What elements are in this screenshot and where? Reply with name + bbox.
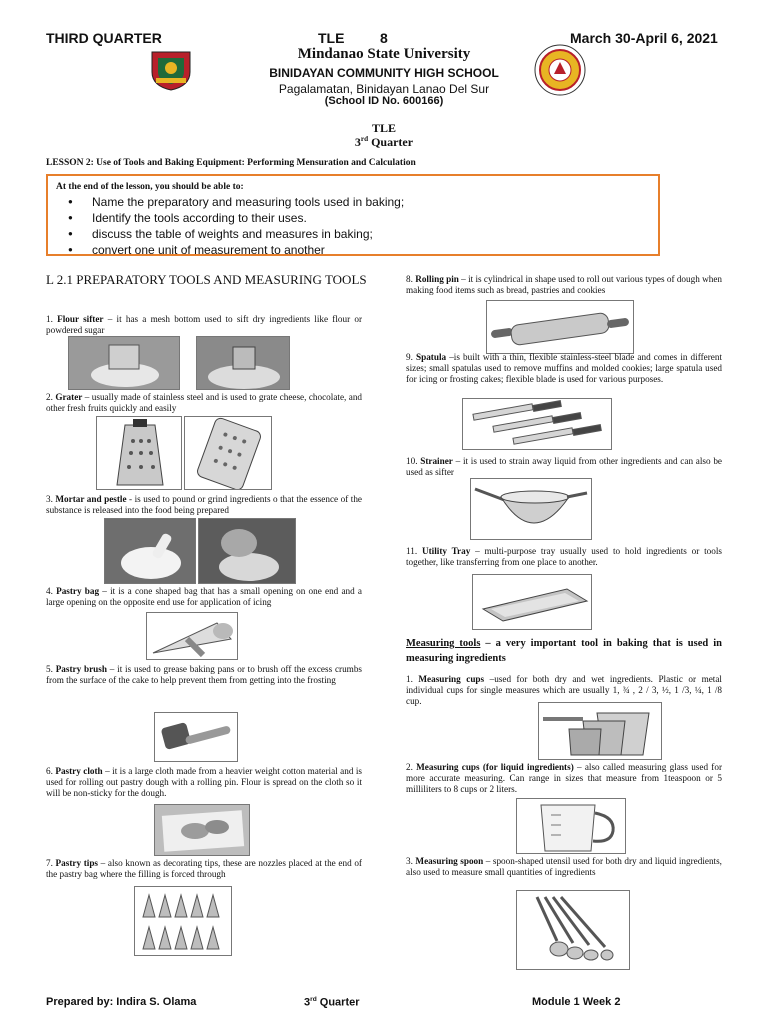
measuring-tools-title: Measuring tools – a very important tool in baking that is used in measuring ingredients — [406, 638, 722, 664]
pastry-bag-photo — [146, 612, 238, 660]
school-address: Pagalamatan, Binidayan Lanao Del Sur — [278, 82, 490, 96]
school-id: (School ID No. 600166) — [324, 95, 444, 107]
lesson-title: LESSON 2: Use of Tools and Baking Equipment: Performing Mensuration and Calculation — [46, 158, 416, 168]
tool-item-mortar-pestle: 3. Mortar and pestle - is used to pound or grind ingredients o that the essence of the substance is released into the food being prepared — [46, 494, 363, 515]
tool-item-utility-tray: 11. Utility Tray – multi-purpose tray usually used to hold ingredients or tools together, like transferring from one place to another. — [406, 546, 722, 567]
mortar-pestle-photo — [104, 518, 196, 584]
date-range: March 30-April 6, 2021 — [570, 30, 718, 46]
measuring-item-spoon: 3. Measuring spoon – spoon-shaped utensil used for both dry and liquid ingredients, also used to measure small quantities of ingredients — [406, 856, 722, 877]
objective-item: ● Identify the tools according to their uses. — [68, 210, 404, 226]
strainer-photo — [470, 478, 592, 540]
tool-item-rolling-pin: 8. Rolling pin – it is cylindrical in shape used to roll out various types of dough when making food items such as bread, pastries and cookies — [406, 274, 723, 295]
pastry-brush-photo — [154, 712, 238, 762]
footer-quarter: 3rd Quarter — [304, 996, 360, 1009]
objective-item: ● convert one unit of measurement to another — [68, 242, 404, 258]
subject-label: TLE — [318, 30, 345, 46]
tool-item-flour-sifter: 1. Flour sifter – it has a mesh bottom used to sift dry ingredients like flour or powdered sugar — [46, 314, 363, 335]
tool-item-pastry-bag: 4. Pastry bag – it is a cone shaped bag that has a small opening on one end and a large opening on the opposite end use for application of icing — [46, 586, 363, 607]
spatula-photo — [462, 398, 612, 450]
tool-item-pastry-tips: 7. Pastry tips – also known as decorating tips, these are nozzles placed at the end of the pastry bag where the filling is forced through — [46, 858, 362, 879]
pastry-cloth-photo — [154, 804, 250, 856]
mortar-pestle-photo-2 — [198, 518, 296, 584]
tool-item-spatula: 9. Spatula –is built with a thin, flexible stainless-steel blade and comes in different sizes; small spatulas used to remove muffins and molded cookies; large spatula used for icing or frosting cakes; flexible blade is used for various purposes. — [406, 352, 723, 384]
quarter-title: 3rd Quarter — [354, 135, 414, 149]
tool-item-pastry-brush: 5. Pastry brush – it is used to grease baking pans or to brush off the excess crumbs from the surface of the cake to help prevent them from getting into the frosting — [46, 664, 363, 685]
flour-sifter-photo-2 — [196, 336, 290, 390]
liquid-measuring-cup-photo — [516, 798, 626, 854]
footer-module: Module 1 Week 2 — [532, 996, 621, 1008]
grade-label: 8 — [380, 30, 388, 46]
quarter-label: THIRD QUARTER — [46, 30, 162, 46]
objective-item: ● Name the preparatory and measuring tools used in baking; — [68, 194, 404, 210]
objectives-list — [68, 194, 404, 258]
university-name: Mindanao State University — [297, 46, 471, 62]
measuring-cups-photo — [538, 702, 662, 760]
objectives-heading: At the end of the lesson, you should be able to: — [56, 182, 244, 192]
measuring-item-liquid-cups: 2. Measuring cups (for liquid ingredients) – also called measuring glass used for more accurate measuring. Can range in sizes that measure from 1teaspoon or 5 milliliters to 8 cups or 2 liters. — [406, 762, 723, 794]
flour-sifter-photo — [68, 336, 180, 390]
rolling-pin-photo — [486, 300, 634, 354]
objective-item: ● discuss the table of weights and measures in baking; — [68, 226, 404, 242]
tool-item-grater: 2. Grater – usually made of stainless steel and is used to grate cheese, chocolate, and other fresh fruits quickly and easily — [46, 392, 363, 413]
section-title: L 2.1 PREPARATORY TOOLS AND MEASURING TOOLS — [46, 272, 367, 287]
objectives-box — [46, 174, 660, 256]
school-name: BINIDAYAN COMMUNITY HIGH SCHOOL — [269, 66, 499, 80]
tool-item-pastry-cloth: 6. Pastry cloth – it is a large cloth made from a heavier weight cotton material and is used for rolling out pastry dough with a rolling pin. Flour is spread on the cloth so it will be non-sticky for the dough. — [46, 766, 363, 798]
measuring-item-cups: 1. Measuring cups –used for both dry and wet ingredients. Plastic or metal individual cups for single measures which are usually 1, ¾ , 2 / 3, ½, 1 /3, ¼, 1 /8 cup. — [406, 674, 722, 706]
measuring-spoons-photo — [516, 890, 630, 970]
tool-item-strainer: 10. Strainer – it is used to strain away liquid from other ingredients and can also be used as sifter — [406, 456, 722, 477]
footer-prepared-by: Prepared by: Indira S. Olama — [46, 996, 197, 1008]
pastry-tips-photo — [134, 886, 232, 956]
utility-tray-photo — [472, 574, 592, 630]
grater-photo — [96, 416, 182, 490]
course-title: TLE — [371, 121, 396, 135]
grater-photo-2 — [184, 416, 272, 490]
